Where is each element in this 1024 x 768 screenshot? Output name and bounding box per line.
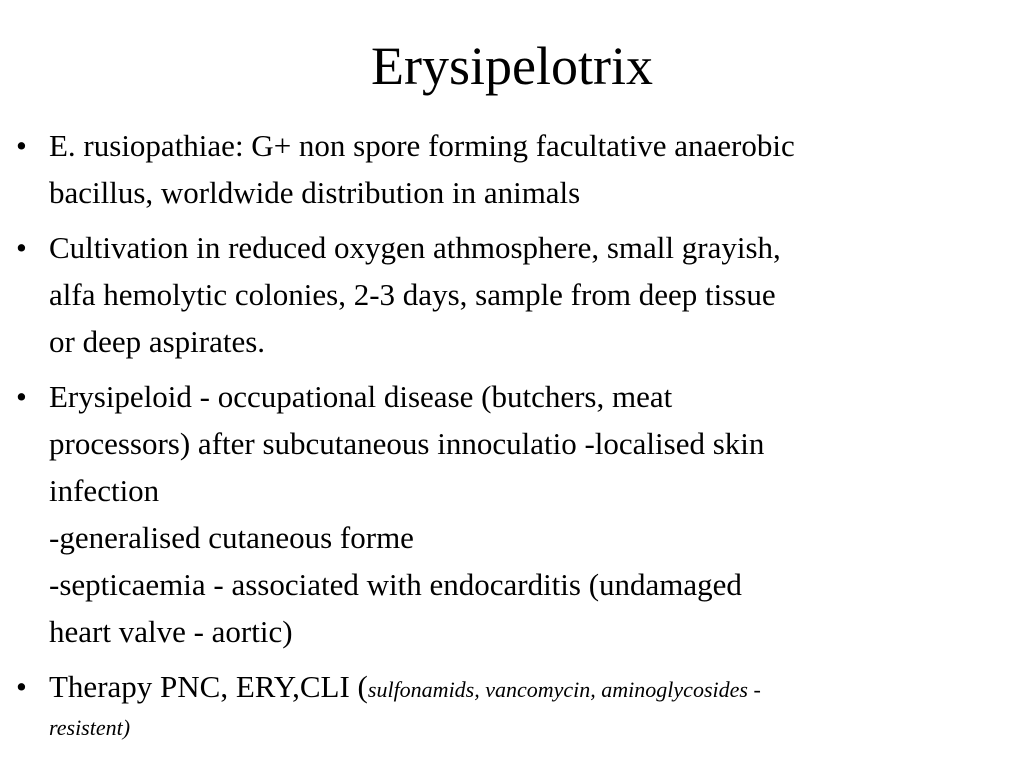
bullet-4-line-1 <box>49 663 1016 713</box>
bullet-2-line-2: alfa hemolytic colonies, 2-3 days, sample from deep tissue <box>49 277 776 312</box>
bullet-3-line-6: heart valve - aortic) <box>49 614 293 649</box>
bullet-3-line-1: Erysipeloid - occupational disease (butchers, meat <box>49 379 673 414</box>
slide-title: Erysipelotrix <box>371 36 653 96</box>
bullet-item-3 <box>16 373 1016 655</box>
therapy-resistant-suffix: resistent) <box>49 715 131 740</box>
therapy-resistant-drugs: sulfonamids, vancomycin, aminoglycosides - <box>367 677 761 702</box>
bullet-3-line-3: infection <box>49 473 160 508</box>
bullet-1-line-2: bacillus, worldwide distribution in animals <box>49 175 581 210</box>
therapy-main-text: Therapy PNC, ERY,CLI ( <box>49 669 368 704</box>
bullet-3-line-2: processors) after subcutaneous innoculatio -localised skin <box>49 426 765 461</box>
bullet-2-line-3: or deep aspirates. <box>49 324 266 359</box>
bullet-item-2 <box>16 224 1016 365</box>
bullet-1-line-1: E. rusiopathiae: G+ non spore forming facultative anaerobic <box>49 128 795 163</box>
bullet-2-line-1: Cultivation in reduced oxygen athmosphere, small grayish, <box>49 230 781 265</box>
bullet-list <box>16 122 1016 751</box>
bullet-icon: • <box>16 128 27 163</box>
bullet-item-1 <box>16 122 1016 216</box>
bullet-icon: • <box>16 230 27 265</box>
bullet-icon: • <box>16 379 27 414</box>
bullet-item-4 <box>16 663 1016 743</box>
bullet-3-line-4: -generalised cutaneous forme <box>49 520 414 555</box>
bullet-3-line-5: -septicaemia - associated with endocarditis (undamaged <box>49 567 742 602</box>
bullet-icon: • <box>16 669 27 704</box>
